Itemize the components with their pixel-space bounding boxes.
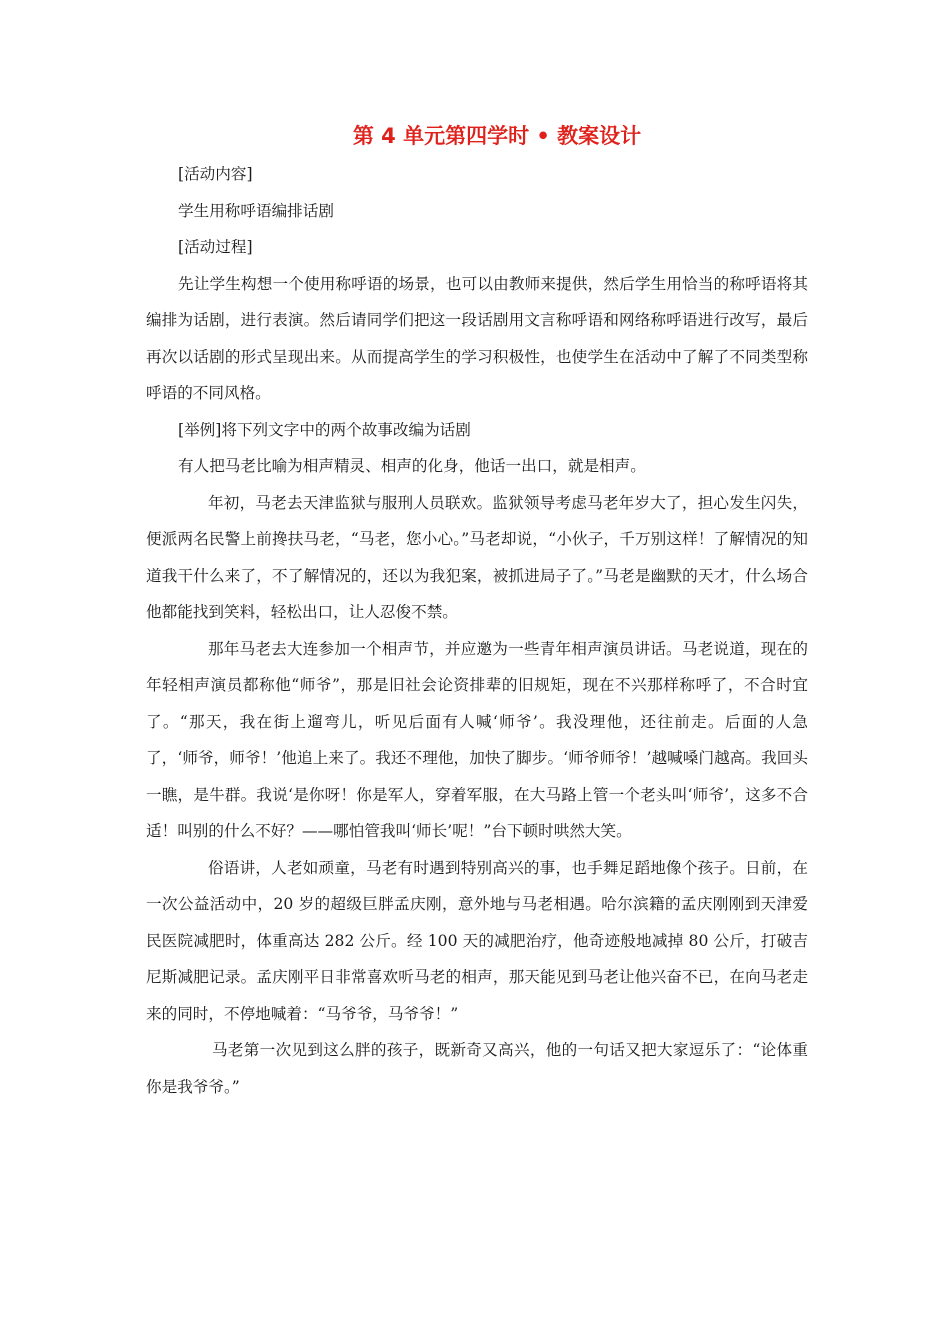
activity-content-label: [活动内容] [178,165,253,183]
activity-content-text: 学生用称呼语编排话剧 [178,201,334,220]
activity-process-label: [活动过程] [178,238,253,256]
story-paragraph-3: 俗语讲，人老如顽童，马老有时遇到特别高兴的事，也手舞足蹈地像个孩子。日前，在一次公益活动中，20 岁的超级巨胖孟庆刚，意外地与马老相遇。哈尔滨籍的孟庆刚刚到天津爱民医院减肥时，体重高达 282 公斤。经 100 天的减肥治疗，他奇迹般地减掉 80 公斤，打破吉尼斯减肥记录。孟庆刚平日非常喜欢听马老的相声，那天能见到马老让他兴奋不已，在向马老走来的同时，不停地喊着：“马爷爷，马爷爷！” [146,858,808,1023]
story-paragraph-1: 年初，马老去天津监狱与服刑人员联欢。监狱领导考虑马老年岁大了，担心发生闪失，便派两名民警上前搀扶马老，“马老，您小心。”马老却说，“小伙子，千万别这样！了解情况的知道我干什么来了，不了解情况的，还以为我犯案，被抓进局子了。”马老是幽默的天才，什么场合他都能找到笑料，轻松出口，让人忍俊不禁。 [146,493,808,621]
activity-process-text: 先让学生构想一个使用称呼语的场景，也可以由教师来提供，然后学生用恰当的称呼语将其编排为话剧，进行表演。然后请同学们把这一段话剧用文言称呼语和网络称呼语进行改写，最后再次以话剧的形式呈现出来。从而提高学生的学习积极性，也使学生在活动中了解了不同类型称呼语的不同风格。 [146,274,808,402]
document-title: 第 4 单元第四学时 • 教案设计 [352,124,642,148]
story-paragraph-4: 马老第一次见到这么胖的孩子，既新奇又高兴，他的一句话又把大家逗乐了：“论体重你是我爷爷。” [146,1041,808,1096]
document-page [146,118,808,1105]
story-intro: 有人把马老比喻为相声精灵、相声的化身，他话一出口，就是相声。 [178,457,646,475]
example-label: [举例]将下列文字中的两个故事改编为话剧 [178,420,471,439]
story-paragraph-2: 那年马老去大连参加一个相声节，并应邀为一些青年相声演员讲话。马老说道，现在的年轻相声演员都称他“师爷”，那是旧社会论资排辈的旧规矩，现在不兴那样称呼了，不合时宜了。“那天，我在街上遛弯儿，听见后面有人喊‘师爷’。我没理他，还往前走。后面的人急了，‘师爷，师爷！’他追上来了。我还不理他，加快了脚步。‘师爷师爷！’越喊嗓门越高。我回头一瞧，是牛群。我说‘是你呀！你是军人，穿着军服，在大马路上管一个老头叫‘师爷’，这多不合适！叫别的什么不好？——哪怕管我叫‘师长’呢！”台下顿时哄然大笑。 [146,639,808,840]
